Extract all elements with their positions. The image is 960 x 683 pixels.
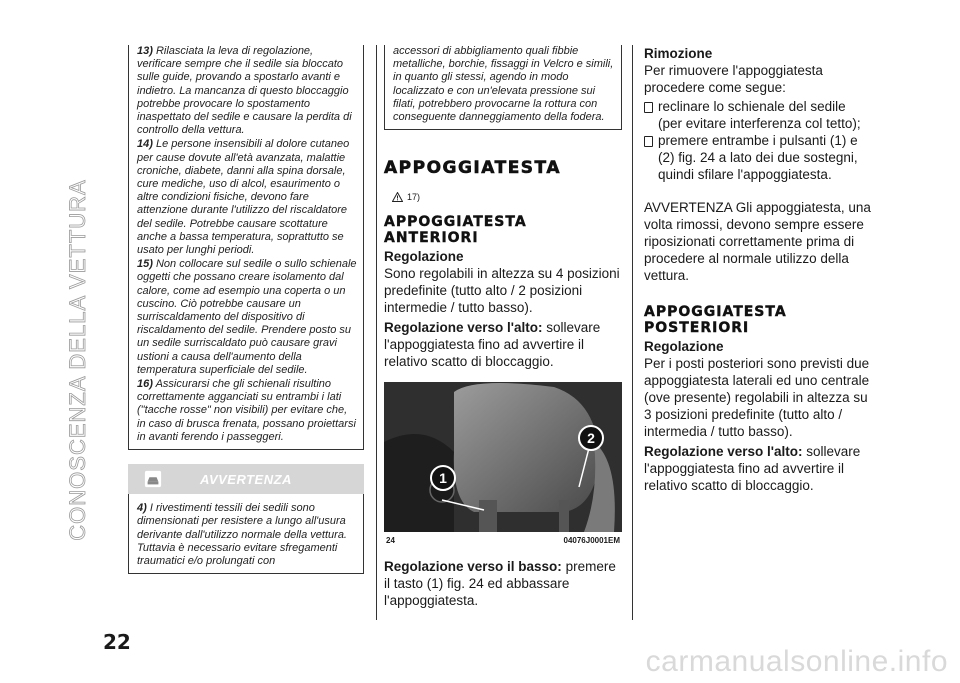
heading-rimozione: Rimozione	[644, 46, 713, 61]
list-item: premere entrambe i pulsanti (1) e (2) fig. 24 a lato dei due sostegni, quindi sfilare l'appoggiatesta.	[644, 132, 872, 183]
heading-regolazione: Regolazione	[644, 339, 724, 354]
figure-24	[384, 382, 622, 545]
column-notes	[128, 45, 364, 574]
column-headrest-front	[384, 45, 622, 609]
page-number: 22	[103, 630, 131, 654]
note-16: 16) Assicurarsi che gli schienali risultino correttamente agganciati su entrambi i lati ("tacche rosse" non visibili) per evitare che, in caso di brusca frenata, possano proiettarsi in avanti ferendo i passeggeri.	[137, 378, 356, 443]
callout-2: 2	[578, 425, 604, 451]
warning-banner	[128, 464, 364, 494]
callout-1: 1	[430, 465, 456, 491]
continued-warning-box: accessori di abbigliamento quali fibbie metalliche, borchie, fissaggi in Velcro e simili, in quanto gli stessi, agendo in modo localizzato e con un'elevata pressione sui filati, potrebbero provocarne la rottura con conseguente danneggiamento della fodera.	[384, 45, 622, 130]
warning-triangle-icon	[392, 192, 403, 202]
column-divider	[376, 45, 377, 620]
notes-box	[128, 45, 364, 450]
headrest-photo	[384, 382, 622, 532]
regolazione-text: Per i posti posteriori sono previsti due appoggiatesta laterali ed uno centrale (ove presente) regolabili in altezza su 3 posizioni predefinite (tutto alto / intermedia / tutto basso).	[644, 356, 870, 439]
list-item: reclinare lo schienale del sedile (per evitare interferenza col tetto);	[644, 98, 872, 132]
car-warning-icon	[144, 470, 162, 488]
headrest-illustration	[384, 382, 622, 532]
footer-watermark: carmanualsonline.info	[645, 645, 948, 678]
subsection-title-rear: APPOGGIATESTA POSTERIORI	[644, 304, 787, 336]
section-title: APPOGGIATESTA	[384, 158, 561, 179]
bullet-box-icon	[644, 102, 653, 113]
column-divider	[632, 45, 633, 620]
warning-title: AVVERTENZA	[200, 471, 292, 487]
subsection-title-front: APPOGGIATESTA ANTERIORI	[384, 214, 527, 247]
figure-caption	[386, 536, 620, 545]
bullet-box-icon	[644, 136, 653, 147]
up-adjust-text: Regolazione verso l'alto: sollevare l'appoggiatesta fino ad avvertire il relativo scatto di bloccaggio.	[644, 444, 861, 493]
rimozione-intro: Per rimuovere l'appoggiatesta procedere come segue:	[644, 63, 823, 95]
up-adjust-text: Regolazione verso l'alto: sollevare l'appoggiatesta fino ad avvertire il relativo scatto di bloccaggio.	[384, 320, 601, 370]
side-section-title: CONOSCENZA DELLA VETTURA	[65, 179, 90, 541]
down-adjust-text: Regolazione verso il basso: premere il tasto (1) fig. 24 ed abbassare l'appoggiatesta.	[384, 559, 616, 609]
note-15: 15) Non collocare sul sedile o sullo schienale oggetti che possano creare isolamento dal calore, come ad esempio una coperta o un cuscino. Ciò potrebbe causare un surriscaldamento del dispositivo di riscaldamento del sedile. Prendere posto su un sedile surriscaldato può causare gravi ustioni a causa dell'aumento della temperatura superficiale del sedile.	[137, 258, 357, 376]
warning-paragraph: AVVERTENZA Gli appoggiatesta, una volta rimossi, devono sempre essere riposizionati correttamente prima di procedere al normale utilizzo della vettura.	[644, 200, 871, 283]
note-14: 14) Le persone insensibili al dolore cutaneo per cause dovute all'età avanzata, malattie croniche, diabete, danni alla spina dorsale, cure mediche, uso di alcol, esaurimento o altre condizioni fisiche, devono fare attenzione durante l'utilizzo del riscaldatore del sedile. Potrebbe causare scottature anche a bassa temperatura, soprattutto se usato per lunghi periodi.	[137, 138, 350, 257]
heading-regolazione: Regolazione	[384, 249, 464, 265]
figure-number: 24	[386, 536, 395, 546]
note-13: 13) Rilasciata la leva di regolazione, verificare sempre che il sedile sia bloccato sulle guide, provando a spostarlo avanti e indietro. La mancanza di questo bloccaggio potrebbe provocare lo spostamento inaspettato del sedile e causare la perdita di controllo della vettura.	[137, 45, 352, 137]
figure-code: 04076J0001EM	[563, 536, 620, 546]
warning-body: 4) I rivestimenti tessili dei sedili sono dimensionati per resistere a lungo all'usura derivante dall'utilizzo normale della vettura. Tuttavia è necessario evitare sfregamenti traumatici e/o prolungati con	[128, 494, 364, 574]
regolazione-text: Sono regolabili in altezza su 4 posizioni predefinite (tutto alto / 2 posizioni intermedie / tutto basso).	[384, 266, 620, 316]
column-headrest-removal	[644, 45, 872, 494]
reference-marker: 17)	[392, 192, 622, 202]
